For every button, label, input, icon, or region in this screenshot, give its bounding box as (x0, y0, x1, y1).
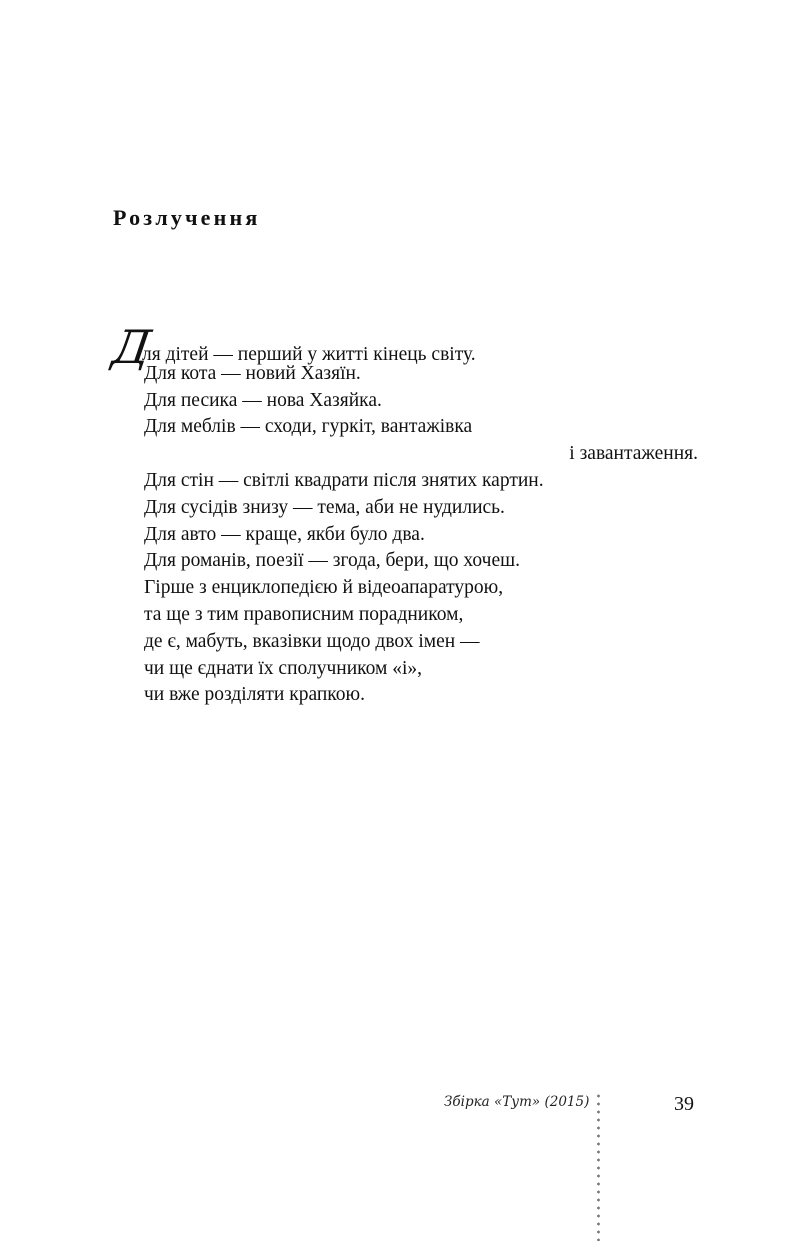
poem-line: Для песика — нова Хазяйка. (144, 389, 382, 411)
poem-line: чи вже розділяти крапкою. (144, 684, 365, 706)
poem-line: Для романів, поезії — згода, бери, що хочеш. (144, 550, 521, 572)
footer-collection-title: Збірка «Тут» (2015) (444, 1094, 590, 1110)
poem-line: Для стін — світлі квадрати після знятих картин. (144, 469, 544, 491)
page-number: 39 (674, 1093, 694, 1115)
poem-body (109, 320, 713, 709)
poem-line-continuation: і завантаження. (569, 443, 698, 465)
poem-line: де є, мабуть, вказівки щодо двох імен — (144, 630, 480, 652)
poem-title: Розлучення (113, 205, 261, 230)
dotted-divider (597, 1092, 600, 1241)
poem-line: Гірше з енциклопедією й відеоапаратурою, (144, 577, 504, 599)
poem-line-text: ля дітей — перший у житті кінець світу. (142, 344, 476, 365)
poem-line: Для сусідів знизу — тема, аби не нудились. (144, 496, 505, 518)
poem-line: Для меблів — сходи, гуркіт, вантажівка (144, 416, 473, 438)
poem-line: Для авто — краще, якби було два. (144, 523, 425, 545)
poem-line: Для кота — новий Хазяїн. (144, 362, 361, 384)
poem-line: чи ще єднати їх сполучником «і», (144, 657, 423, 679)
poem-line: та ще з тим правописним порадником, (144, 603, 464, 625)
drop-cap: Д (109, 320, 155, 374)
